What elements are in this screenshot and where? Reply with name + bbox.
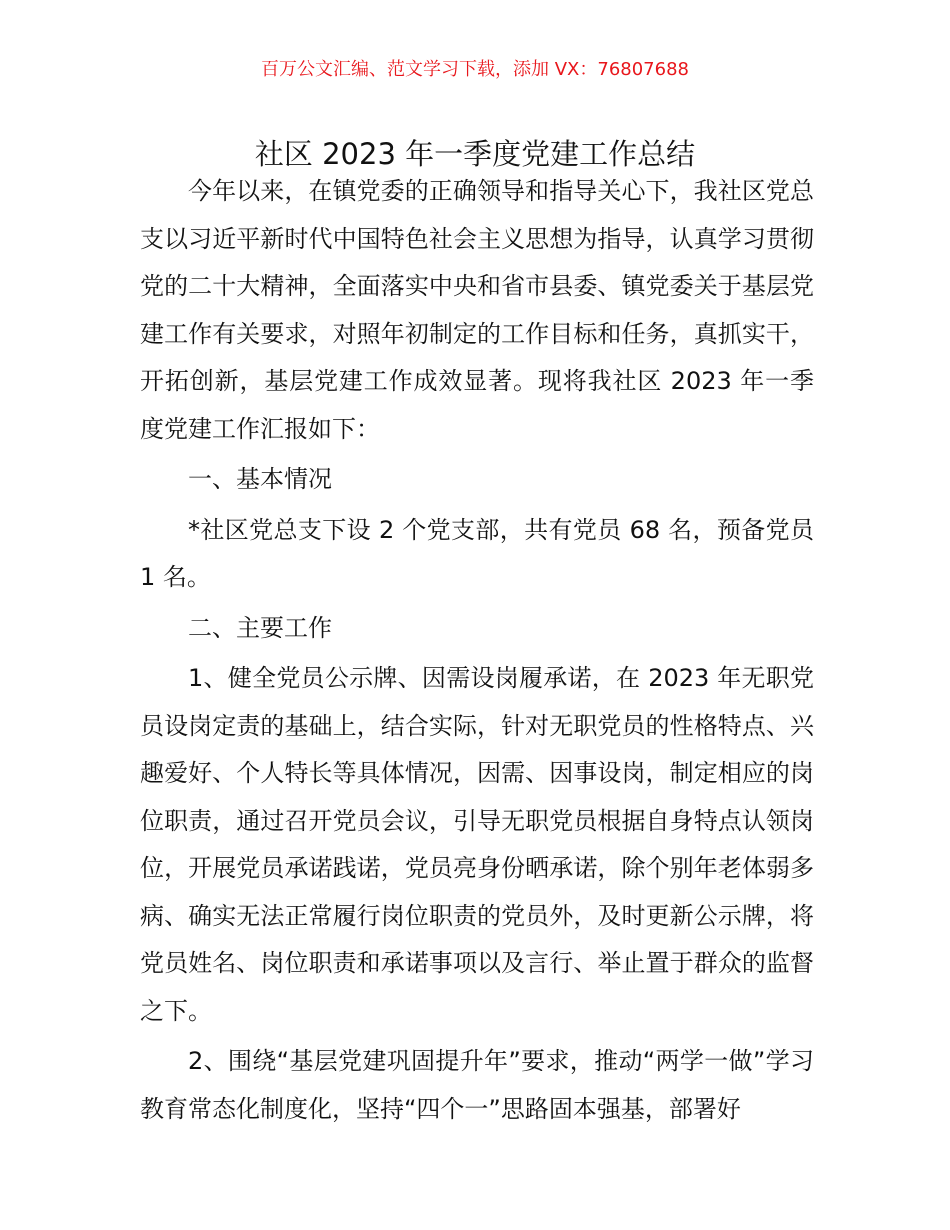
main-work-item-1: 1、健全党员公示牌、因需设岗履承诺，在 2023 年无职党员设岗定责的基础上，结合实际，针对无职党员的性格特点、兴趣爱好、个人特长等具体情况，因需、因事设岗，制定相应的岗位职责，通过召开党员会议，引导无职党员根据自身特点认领岗位，开展党员承诺践诺，党员亮身份晒承诺，除个别年老体弱多病、确实无法正常履行岗位职责的党员外，及时更新公示牌，将党员姓名、岗位职责和承诺事项以及言行、举止置于群众的监督之下。 [140, 664, 814, 1025]
section-heading-basic-situation: 一、基本情况 [188, 465, 332, 493]
document-title: 社区 2023 年一季度党建工作总结 [254, 137, 696, 172]
basic-situation-paragraph: *社区党总支下设 2 个党支部，共有党员 68 名，预备党员 1 名。 [140, 515, 814, 591]
intro-paragraph: 今年以来，在镇党委的正确领导和指导关心下，我社区党总支以习近平新时代中国特色社会主义思想为指导，认真学习贯彻党的二十大精神，全面落实中央和省市县委、镇党委关于基层党建工作有关要求，对照年初制定的工作目标和任务，真抓实干，开拓创新，基层党建工作成效显著。现将我社区 2023 年一季度党建工作汇报如下： [140, 177, 814, 443]
document-body [140, 168, 814, 1136]
promo-banner: 百万公文汇编、范文学习下载，添加 VX：76807688 [261, 59, 689, 80]
main-work-item-2: 2、围绕“基层党建巩固提升年”要求，推动“两学一做”学习教育常态化制度化，坚持“四个一”思路固本强基，部署好 [140, 1047, 814, 1123]
section-heading-main-work: 二、主要工作 [188, 613, 332, 642]
